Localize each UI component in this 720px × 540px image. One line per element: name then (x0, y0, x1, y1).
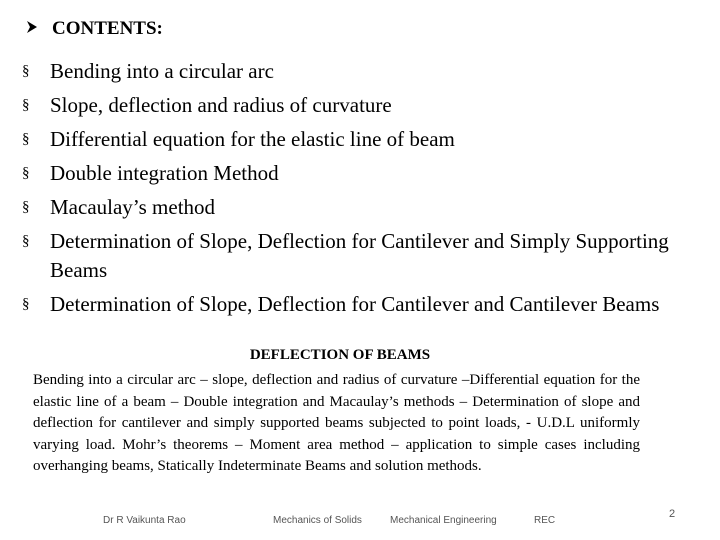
footer-institution: REC (534, 515, 556, 526)
list-item (22, 159, 702, 188)
list-item (22, 91, 702, 120)
list-item-text: Bending into a circular arc (50, 59, 274, 83)
list-item-text: Differential equation for the elastic line of beam (50, 127, 455, 151)
list-item (22, 125, 702, 154)
contents-title: CONTENTS: (52, 18, 163, 39)
list-item-text: Macaulay’s method (50, 195, 216, 219)
list-item-text: Determination of Slope, Deflection for Cantilever and Cantilever Beams (50, 292, 660, 316)
list-item-text: Determination of Slope, Deflection for Cantilever and Simply Supporting Beams (50, 229, 669, 282)
section-sign-bullet-icon: § (22, 199, 30, 215)
footer-subject: Mechanics of Solids (273, 515, 362, 526)
list-item-text: Slope, deflection and radius of curvature (50, 93, 392, 117)
syllabus-paragraph: Bending into a circular arc – slope, deflection and radius of curvature –Differential equation for the elastic line of a beam – Double integration and Macaulay’s methods – Determination of slope and deflection for cantilever and simply supported beams subjected to point loads, - U.D.L uniformly varying load. Mohr’s theorems – Moment area method – application to simple cases including overhanging beams, Statically Indeterminate Beams and solution methods. (33, 372, 640, 474)
contents-list (22, 57, 702, 324)
section-sign-bullet-icon: § (22, 131, 30, 147)
footer-department: Mechanical Engineering (390, 515, 497, 526)
list-item (22, 193, 702, 222)
list-item (22, 290, 702, 319)
footer-author: Dr R Vaikunta Rao (103, 515, 186, 526)
section-sign-bullet-icon: § (22, 296, 30, 312)
section-sign-bullet-icon: § (22, 233, 30, 249)
section-sign-bullet-icon: § (22, 97, 30, 113)
arrow-bullet-icon (24, 19, 44, 40)
section-sign-bullet-icon: § (22, 165, 30, 181)
section-title: DEFLECTION OF BEAMS (249, 347, 431, 363)
list-item (22, 227, 702, 285)
section-sign-bullet-icon: § (22, 63, 30, 79)
list-item (22, 57, 702, 86)
page-number: 2 (669, 508, 676, 520)
list-item-text: Double integration Method (50, 161, 279, 185)
contents-heading (24, 18, 163, 40)
